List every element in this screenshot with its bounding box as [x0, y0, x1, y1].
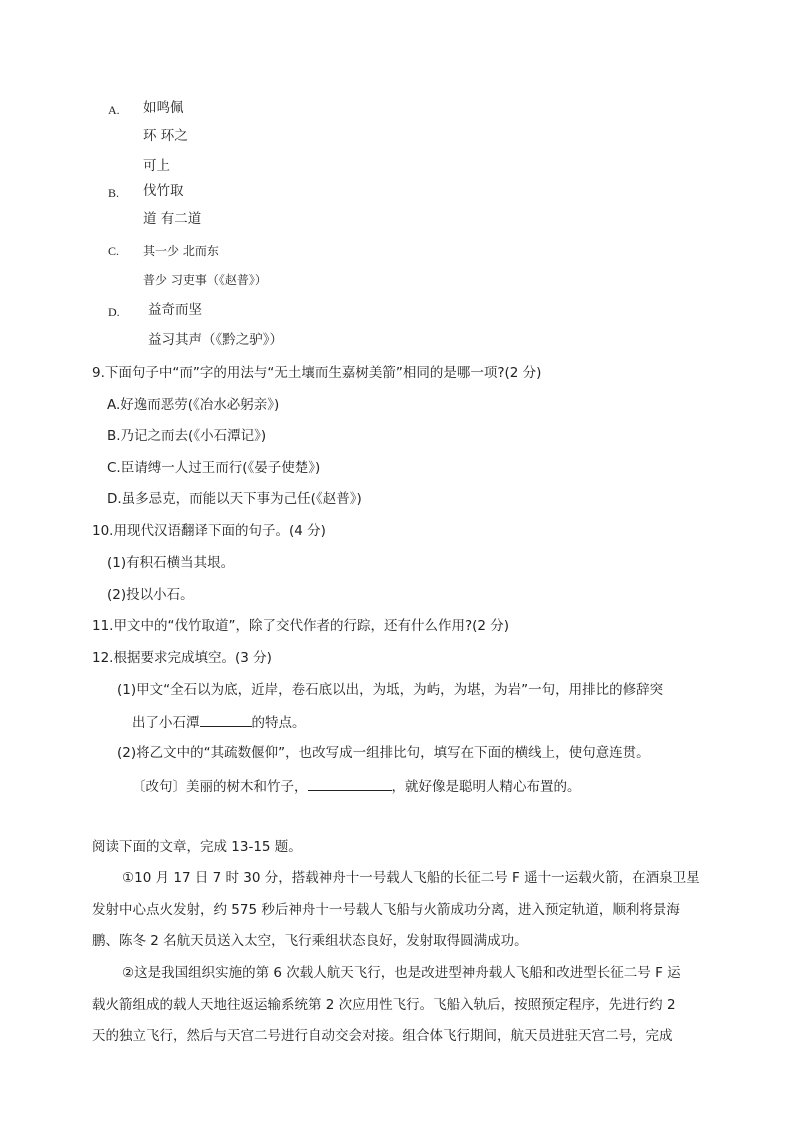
paragraph-2-line: 载火箭组成的载人天地往返运输系统第 2 次应用性飞行。飞船入轨后，按照预定程序，先进行约 2 — [92, 997, 676, 1013]
option-line: 其一少 北而东 — [143, 244, 219, 258]
option-line: 伐竹取 — [143, 183, 184, 199]
option-letter: B. — [108, 186, 120, 200]
question-12-item-2-answer — [132, 776, 581, 796]
option-line: 益习其声（《黔之驴》） — [148, 332, 283, 348]
text-segment: ，就好像是聪明人精心布置的。 — [391, 779, 581, 795]
question-12-item-1: (1)甲文“全石以为底，近岸，卷石底以出，为坻，为屿，为堪，为岩”一句，用排比的修辞突 — [117, 682, 664, 698]
question-9-stem: 9.下面句子中“而”字的用法与“无土壤而生嘉树美箭”相同的是哪一项?(2 分) — [92, 365, 542, 381]
paragraph-2-line: 天的独立飞行，然后与天宫二号进行自动交会对接。组合体飞行期间，航天员进驻天宫二号，完成 — [92, 1028, 673, 1044]
question-12-stem: 12.根据要求完成填空。(3 分) — [92, 650, 272, 666]
answer-blank[interactable] — [308, 776, 392, 791]
question-10-item-1: (1)有积石横当其垠。 — [107, 555, 235, 571]
question-11-stem: 11.甲文中的“伐竹取道”，除了交代作者的行踪，还有什么作用?(2 分) — [92, 618, 510, 634]
question-9-option-b: B.乃记之而去(《小石潭记》) — [107, 428, 267, 444]
paragraph-1-line: 鹏、陈冬 2 名航天员送入太空，飞行乘组状态良好，发射取得圆满成功。 — [92, 933, 528, 949]
question-10-item-2: (2)投以小石。 — [107, 587, 194, 603]
question-9-option-c: C.臣请缚一人过王而行(《晏子使楚》) — [107, 460, 321, 476]
option-letter: C. — [108, 244, 120, 258]
option-line: 普少 习吏事（《赵普》） — [143, 273, 267, 287]
text-segment: 出了小石潭 — [132, 715, 200, 731]
question-12-item-2: (2)将乙文中的“其疏数偃仰”，也改写成一组排比句，填写在下面的横线上，使句意连贯。 — [117, 745, 650, 761]
text-segment: 〔改句〕美丽的树木和竹子， — [132, 779, 308, 795]
question-9-option-a: A.好逸而恶劳(《冶水必躬亲》) — [107, 397, 280, 413]
option-letter: D. — [108, 305, 120, 319]
option-line: 环 环之 — [143, 128, 188, 144]
paragraph-2-line: ②这是我国组织实施的第 6 次载人航天飞行，也是改进型神舟载人飞船和改进型长征二号 F 运 — [122, 965, 681, 981]
reading-intro: 阅读下面的文章，完成 13-15 题。 — [92, 839, 302, 855]
paragraph-1-line: 发射中心点火发射，约 575 秒后神舟十一号载人飞船与火箭成功分离，进入预定轨道，顺利将景海 — [92, 902, 680, 918]
question-12-item-1-cont — [132, 712, 306, 732]
option-line: 益奇而坚 — [148, 302, 202, 318]
paragraph-1-line: ①10 月 17 日 7 时 30 分，搭载神舟十一号载人飞船的长征二号 F 遥十一运载火箭，在酒泉卫星 — [122, 870, 700, 886]
option-line: 道 有二道 — [143, 211, 202, 227]
answer-blank[interactable] — [200, 712, 252, 727]
text-segment: 的特点。 — [251, 715, 306, 731]
option-line: 可上 — [143, 158, 170, 174]
option-line: 如鸣佩 — [143, 100, 184, 116]
question-9-option-d: D.虽多忌克，而能以天下事为己任(《赵普》) — [107, 491, 362, 507]
question-10-stem: 10.用现代汉语翻译下面的句子。(4 分) — [92, 523, 326, 539]
option-letter: A. — [108, 103, 120, 117]
